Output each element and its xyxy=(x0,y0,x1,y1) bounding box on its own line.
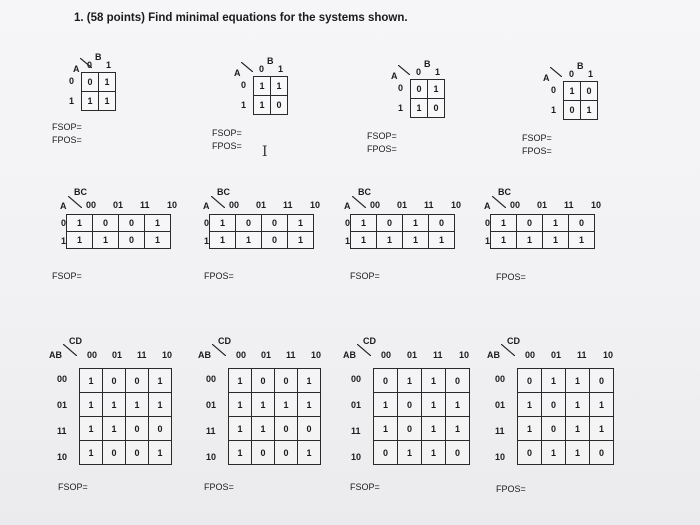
kmap-cell: 1 xyxy=(252,417,275,441)
kmap-row xyxy=(80,417,172,441)
kmap-cell: 0 xyxy=(236,215,262,232)
row-header: 01 xyxy=(351,400,362,410)
kmap-cell: 1 xyxy=(351,232,377,249)
kmap-cell: 0 xyxy=(428,99,445,118)
col-variable-label: BC xyxy=(74,187,87,197)
kmap-cell: 1 xyxy=(403,215,429,232)
kmap-diagonal xyxy=(550,67,562,77)
function-label: FSOP= xyxy=(350,271,380,281)
row-header: 1 xyxy=(551,105,557,115)
kmap-cell: 0 xyxy=(590,369,614,393)
row-variable-label: AB xyxy=(343,350,356,360)
kmap-row xyxy=(564,101,598,120)
kmap-cell: 0 xyxy=(398,417,422,441)
kmap-row xyxy=(82,92,116,111)
kmap-cell: 1 xyxy=(229,441,252,465)
col-header: 1 xyxy=(106,60,112,70)
row-header: 10 xyxy=(351,452,362,462)
row-header: 10 xyxy=(57,452,68,462)
kmap-cell: 1 xyxy=(80,441,103,465)
kmap-cell: 1 xyxy=(491,232,517,249)
kmap-cell: 0 xyxy=(374,441,398,465)
col-header: 01 xyxy=(537,200,548,210)
col-header: 10 xyxy=(591,200,602,210)
kmap-cell: 1 xyxy=(446,417,470,441)
row-variable-label: A xyxy=(543,73,550,83)
kmap-row xyxy=(518,369,614,393)
kmap-cell: 1 xyxy=(446,393,470,417)
col-header: 01 xyxy=(261,350,272,360)
kmap-row xyxy=(80,369,172,393)
function-label: FSOP= xyxy=(52,122,82,132)
kmap-row xyxy=(80,393,172,417)
row-header: 0 xyxy=(241,80,247,90)
kmap-cell: 0 xyxy=(542,417,566,441)
row-header: 11 xyxy=(57,426,67,436)
kmap-cell: 1 xyxy=(543,215,569,232)
kmap-row xyxy=(229,417,321,441)
kmap-grid xyxy=(350,214,455,249)
kmap-cell: 0 xyxy=(374,369,398,393)
kmap-cell: 1 xyxy=(518,417,542,441)
col-variable-label: BC xyxy=(358,187,371,197)
col-header: 00 xyxy=(525,350,536,360)
row-header: 00 xyxy=(57,374,68,384)
row-header: 0 xyxy=(69,76,75,86)
kmap-diagonal xyxy=(68,196,82,208)
kmap-cell: 0 xyxy=(275,417,298,441)
kmap-row xyxy=(518,393,614,417)
kmap-row xyxy=(491,215,595,232)
row-header: 11 xyxy=(206,426,216,436)
row-header: 01 xyxy=(206,400,217,410)
row-header: 1 xyxy=(485,236,491,246)
text-cursor-icon: I xyxy=(262,144,268,160)
col-header: 10 xyxy=(451,200,462,210)
kmap-cell: 0 xyxy=(429,215,455,232)
kmap-cell: 1 xyxy=(149,441,172,465)
kmap-row xyxy=(374,369,470,393)
row-variable-label: A xyxy=(344,201,351,211)
col-header: 10 xyxy=(603,350,614,360)
kmap-cell: 0 xyxy=(446,441,470,465)
row-header: 10 xyxy=(206,452,217,462)
kmap-cell: 1 xyxy=(271,77,288,96)
col-header: 00 xyxy=(236,350,247,360)
kmap-cell: 0 xyxy=(252,369,275,393)
col-header: 01 xyxy=(113,200,124,210)
kmap-cell: 1 xyxy=(422,393,446,417)
kmap-cell: 0 xyxy=(446,369,470,393)
kmap-row xyxy=(254,77,288,96)
col-header: 11 xyxy=(433,350,443,360)
row-variable-label: AB xyxy=(198,350,211,360)
col-header: 0 xyxy=(259,64,265,74)
kmap-diagonal xyxy=(501,344,515,356)
kmap-cell: 0 xyxy=(103,441,126,465)
kmap-cell: 1 xyxy=(103,417,126,441)
col-header: 11 xyxy=(424,200,434,210)
kmap-cell: 1 xyxy=(298,441,321,465)
kmap-cell: 1 xyxy=(288,215,314,232)
kmap-cell: 1 xyxy=(590,417,614,441)
kmap-cell: 1 xyxy=(398,441,422,465)
kmap-row xyxy=(80,441,172,465)
kmap-diagonal xyxy=(398,65,410,75)
kmap-cell: 0 xyxy=(298,417,321,441)
kmap-cell: 0 xyxy=(271,96,288,115)
kmap-cell: 1 xyxy=(288,232,314,249)
kmap-cell: 1 xyxy=(67,232,93,249)
kmap-row xyxy=(210,215,314,232)
kmap-cell: 0 xyxy=(82,73,99,92)
kmap-grid xyxy=(253,76,288,115)
kmap-cell: 0 xyxy=(398,393,422,417)
col-header: 11 xyxy=(564,200,574,210)
kmap-cell: 1 xyxy=(566,393,590,417)
kmap-cell: 1 xyxy=(566,417,590,441)
col-header: 10 xyxy=(167,200,178,210)
kmap-cell: 1 xyxy=(252,393,275,417)
problem-heading: 1. (58 points) Find minimal equations for the systems shown. xyxy=(74,12,408,24)
row-variable-label: A xyxy=(73,64,80,74)
kmap-cell: 0 xyxy=(275,441,298,465)
kmap-cell: 1 xyxy=(80,369,103,393)
col-variable-label: CD xyxy=(69,336,82,346)
kmap-cell: 1 xyxy=(145,232,171,249)
kmap-cell: 1 xyxy=(99,73,116,92)
kmap-cell: 1 xyxy=(229,393,252,417)
kmap-cell: 1 xyxy=(590,393,614,417)
kmap-cell: 0 xyxy=(275,369,298,393)
kmap-row xyxy=(374,417,470,441)
col-header: 1 xyxy=(588,69,594,79)
kmap-cell: 1 xyxy=(422,369,446,393)
kmap-cell: 1 xyxy=(517,232,543,249)
kmap-cell: 0 xyxy=(518,441,542,465)
col-header: 0 xyxy=(569,69,575,79)
kmap-cell: 0 xyxy=(126,441,149,465)
kmap-grid xyxy=(81,72,116,111)
col-header: 10 xyxy=(162,350,173,360)
row-variable-label: AB xyxy=(49,350,62,360)
kmap-row xyxy=(374,393,470,417)
col-header: 10 xyxy=(311,350,322,360)
kmap-cell: 1 xyxy=(236,232,262,249)
kmap-cell: 1 xyxy=(93,232,119,249)
row-header: 01 xyxy=(57,400,68,410)
row-header: 1 xyxy=(204,236,210,246)
kmap-cell: 1 xyxy=(543,232,569,249)
kmap-diagonal xyxy=(211,196,225,208)
col-header: 0 xyxy=(416,67,422,77)
function-label: FSOP= xyxy=(522,133,552,143)
kmap-cell: 0 xyxy=(590,441,614,465)
col-header: 1 xyxy=(435,67,441,77)
function-label: FPOS= xyxy=(496,272,526,282)
kmap-grid xyxy=(563,81,598,120)
kmap-grid xyxy=(410,79,445,118)
function-label: FPOS= xyxy=(212,141,242,151)
kmap-diagonal xyxy=(212,344,226,356)
kmap-cell: 1 xyxy=(99,92,116,111)
col-header: 11 xyxy=(286,350,296,360)
row-header: 1 xyxy=(345,236,351,246)
kmap-grid xyxy=(228,368,321,465)
col-header: 01 xyxy=(256,200,267,210)
kmap-cell: 0 xyxy=(119,215,145,232)
kmap-cell: 0 xyxy=(564,101,581,120)
row-header: 01 xyxy=(495,400,506,410)
col-variable-label: B xyxy=(424,59,431,69)
col-variable-label: B xyxy=(577,61,584,71)
kmap-diagonal xyxy=(352,196,366,208)
col-variable-label: BC xyxy=(217,187,230,197)
row-variable-label: A xyxy=(203,201,210,211)
col-variable-label: BC xyxy=(498,187,511,197)
row-variable-label: A xyxy=(391,71,398,81)
kmap-cell: 0 xyxy=(103,369,126,393)
kmap-cell: 0 xyxy=(126,417,149,441)
kmap-cell: 1 xyxy=(149,369,172,393)
kmap-cell: 0 xyxy=(262,215,288,232)
kmap-cell: 0 xyxy=(569,215,595,232)
kmap-cell: 1 xyxy=(229,369,252,393)
kmap-cell: 1 xyxy=(377,232,403,249)
kmap-cell: 1 xyxy=(581,101,598,120)
kmap-cell: 1 xyxy=(422,441,446,465)
kmap-diagonal xyxy=(492,196,506,208)
kmap-cell: 1 xyxy=(542,441,566,465)
kmap-diagonal xyxy=(63,344,77,356)
col-header: 00 xyxy=(87,350,98,360)
kmap-cell: 1 xyxy=(298,393,321,417)
kmap-grid xyxy=(373,368,470,465)
row-header: 1 xyxy=(69,96,75,106)
kmap-cell: 1 xyxy=(298,369,321,393)
col-header: 01 xyxy=(407,350,418,360)
kmap-cell: 1 xyxy=(275,393,298,417)
row-header: 00 xyxy=(206,374,217,384)
kmap-cell: 0 xyxy=(149,417,172,441)
kmap-cell: 0 xyxy=(377,215,403,232)
function-label: FSOP= xyxy=(212,128,242,138)
kmap-row xyxy=(67,215,171,232)
kmap-cell: 0 xyxy=(262,232,288,249)
kmap-row xyxy=(351,215,455,232)
col-header: 00 xyxy=(510,200,521,210)
function-label: FSOP= xyxy=(367,131,397,141)
kmap-cell: 1 xyxy=(374,417,398,441)
row-variable-label: A xyxy=(60,201,67,211)
kmap-cell: 1 xyxy=(398,369,422,393)
kmap-row xyxy=(254,96,288,115)
kmap-row xyxy=(374,441,470,465)
row-header: 10 xyxy=(495,452,506,462)
col-variable-label: B xyxy=(95,52,102,62)
row-header: 0 xyxy=(204,218,210,228)
function-label: FPOS= xyxy=(204,482,234,492)
kmap-cell: 1 xyxy=(82,92,99,111)
row-header: 00 xyxy=(351,374,362,384)
kmap-row xyxy=(518,417,614,441)
row-header: 11 xyxy=(351,426,361,436)
kmap-row xyxy=(411,99,445,118)
row-header: 0 xyxy=(61,218,67,228)
row-header: 1 xyxy=(398,103,404,113)
function-label: FPOS= xyxy=(52,135,82,145)
kmap-cell: 0 xyxy=(119,232,145,249)
kmap-cell: 1 xyxy=(254,96,271,115)
kmap-row xyxy=(210,232,314,249)
kmap-diagonal xyxy=(241,62,253,72)
kmap-cell: 1 xyxy=(229,417,252,441)
kmap-diagonal xyxy=(357,344,371,356)
kmap-cell: 1 xyxy=(254,77,271,96)
col-variable-label: CD xyxy=(363,336,376,346)
kmap-cell: 1 xyxy=(429,232,455,249)
kmap-cell: 1 xyxy=(564,82,581,101)
kmap-row xyxy=(229,393,321,417)
col-variable-label: CD xyxy=(507,336,520,346)
col-header: 00 xyxy=(370,200,381,210)
kmap-cell: 1 xyxy=(566,369,590,393)
kmap-row xyxy=(82,73,116,92)
kmap-cell: 1 xyxy=(351,215,377,232)
col-header: 11 xyxy=(137,350,147,360)
kmap-grid xyxy=(79,368,172,465)
kmap-grid xyxy=(490,214,595,249)
row-header: 1 xyxy=(61,236,67,246)
kmap-cell: 1 xyxy=(374,393,398,417)
kmap-row xyxy=(518,441,614,465)
kmap-row xyxy=(564,82,598,101)
kmap-grid xyxy=(517,368,614,465)
row-header: 1 xyxy=(241,100,247,110)
col-header: 00 xyxy=(86,200,97,210)
kmap-cell: 1 xyxy=(428,80,445,99)
function-label: FPOS= xyxy=(522,146,552,156)
kmap-cell: 0 xyxy=(581,82,598,101)
col-header: 11 xyxy=(577,350,587,360)
col-variable-label: CD xyxy=(218,336,231,346)
function-label: FSOP= xyxy=(58,482,88,492)
kmap-row xyxy=(411,80,445,99)
col-header: 10 xyxy=(459,350,470,360)
kmap-cell: 1 xyxy=(518,393,542,417)
row-header: 0 xyxy=(345,218,351,228)
kmap-cell: 1 xyxy=(422,417,446,441)
kmap-cell: 1 xyxy=(542,369,566,393)
row-header: 00 xyxy=(495,374,506,384)
kmap-cell: 0 xyxy=(518,369,542,393)
col-header: 00 xyxy=(229,200,240,210)
kmap-cell: 1 xyxy=(403,232,429,249)
row-header: 11 xyxy=(495,426,505,436)
kmap-cell: 1 xyxy=(145,215,171,232)
row-variable-label: A xyxy=(234,68,241,78)
kmap-grid xyxy=(66,214,171,249)
kmap-cell: 1 xyxy=(569,232,595,249)
kmap-row xyxy=(67,232,171,249)
function-label: FPOS= xyxy=(367,144,397,154)
col-variable-label: B xyxy=(267,56,274,66)
row-header: 0 xyxy=(551,85,557,95)
kmap-cell: 1 xyxy=(566,441,590,465)
kmap-cell: 0 xyxy=(517,215,543,232)
kmap-cell: 1 xyxy=(126,393,149,417)
kmap-grid xyxy=(209,214,314,249)
kmap-cell: 1 xyxy=(491,215,517,232)
kmap-cell: 0 xyxy=(411,80,428,99)
function-label: FSOP= xyxy=(52,271,82,281)
col-header: 10 xyxy=(310,200,321,210)
kmap-row xyxy=(229,369,321,393)
row-header: 0 xyxy=(398,83,404,93)
kmap-cell: 1 xyxy=(80,393,103,417)
col-header: 1 xyxy=(278,64,284,74)
row-variable-label: AB xyxy=(487,350,500,360)
kmap-row xyxy=(229,441,321,465)
kmap-cell: 0 xyxy=(93,215,119,232)
kmap-cell: 1 xyxy=(103,393,126,417)
kmap-cell: 0 xyxy=(252,441,275,465)
col-header: 01 xyxy=(551,350,562,360)
col-header: 01 xyxy=(112,350,123,360)
function-label: FPOS= xyxy=(496,484,526,494)
col-header: 00 xyxy=(381,350,392,360)
col-header: 11 xyxy=(140,200,150,210)
kmap-cell: 0 xyxy=(126,369,149,393)
kmap-row xyxy=(351,232,455,249)
row-variable-label: A xyxy=(484,201,491,211)
kmap-row xyxy=(491,232,595,249)
kmap-cell: 1 xyxy=(411,99,428,118)
col-header: 0 xyxy=(87,60,93,70)
row-header: 0 xyxy=(485,218,491,228)
col-header: 11 xyxy=(283,200,293,210)
kmap-cell: 1 xyxy=(210,215,236,232)
kmap-cell: 1 xyxy=(67,215,93,232)
kmap-cell: 0 xyxy=(542,393,566,417)
function-label: FPOS= xyxy=(204,271,234,281)
col-header: 01 xyxy=(397,200,408,210)
function-label: FSOP= xyxy=(350,482,380,492)
kmap-cell: 1 xyxy=(80,417,103,441)
kmap-cell: 1 xyxy=(149,393,172,417)
kmap-cell: 1 xyxy=(210,232,236,249)
